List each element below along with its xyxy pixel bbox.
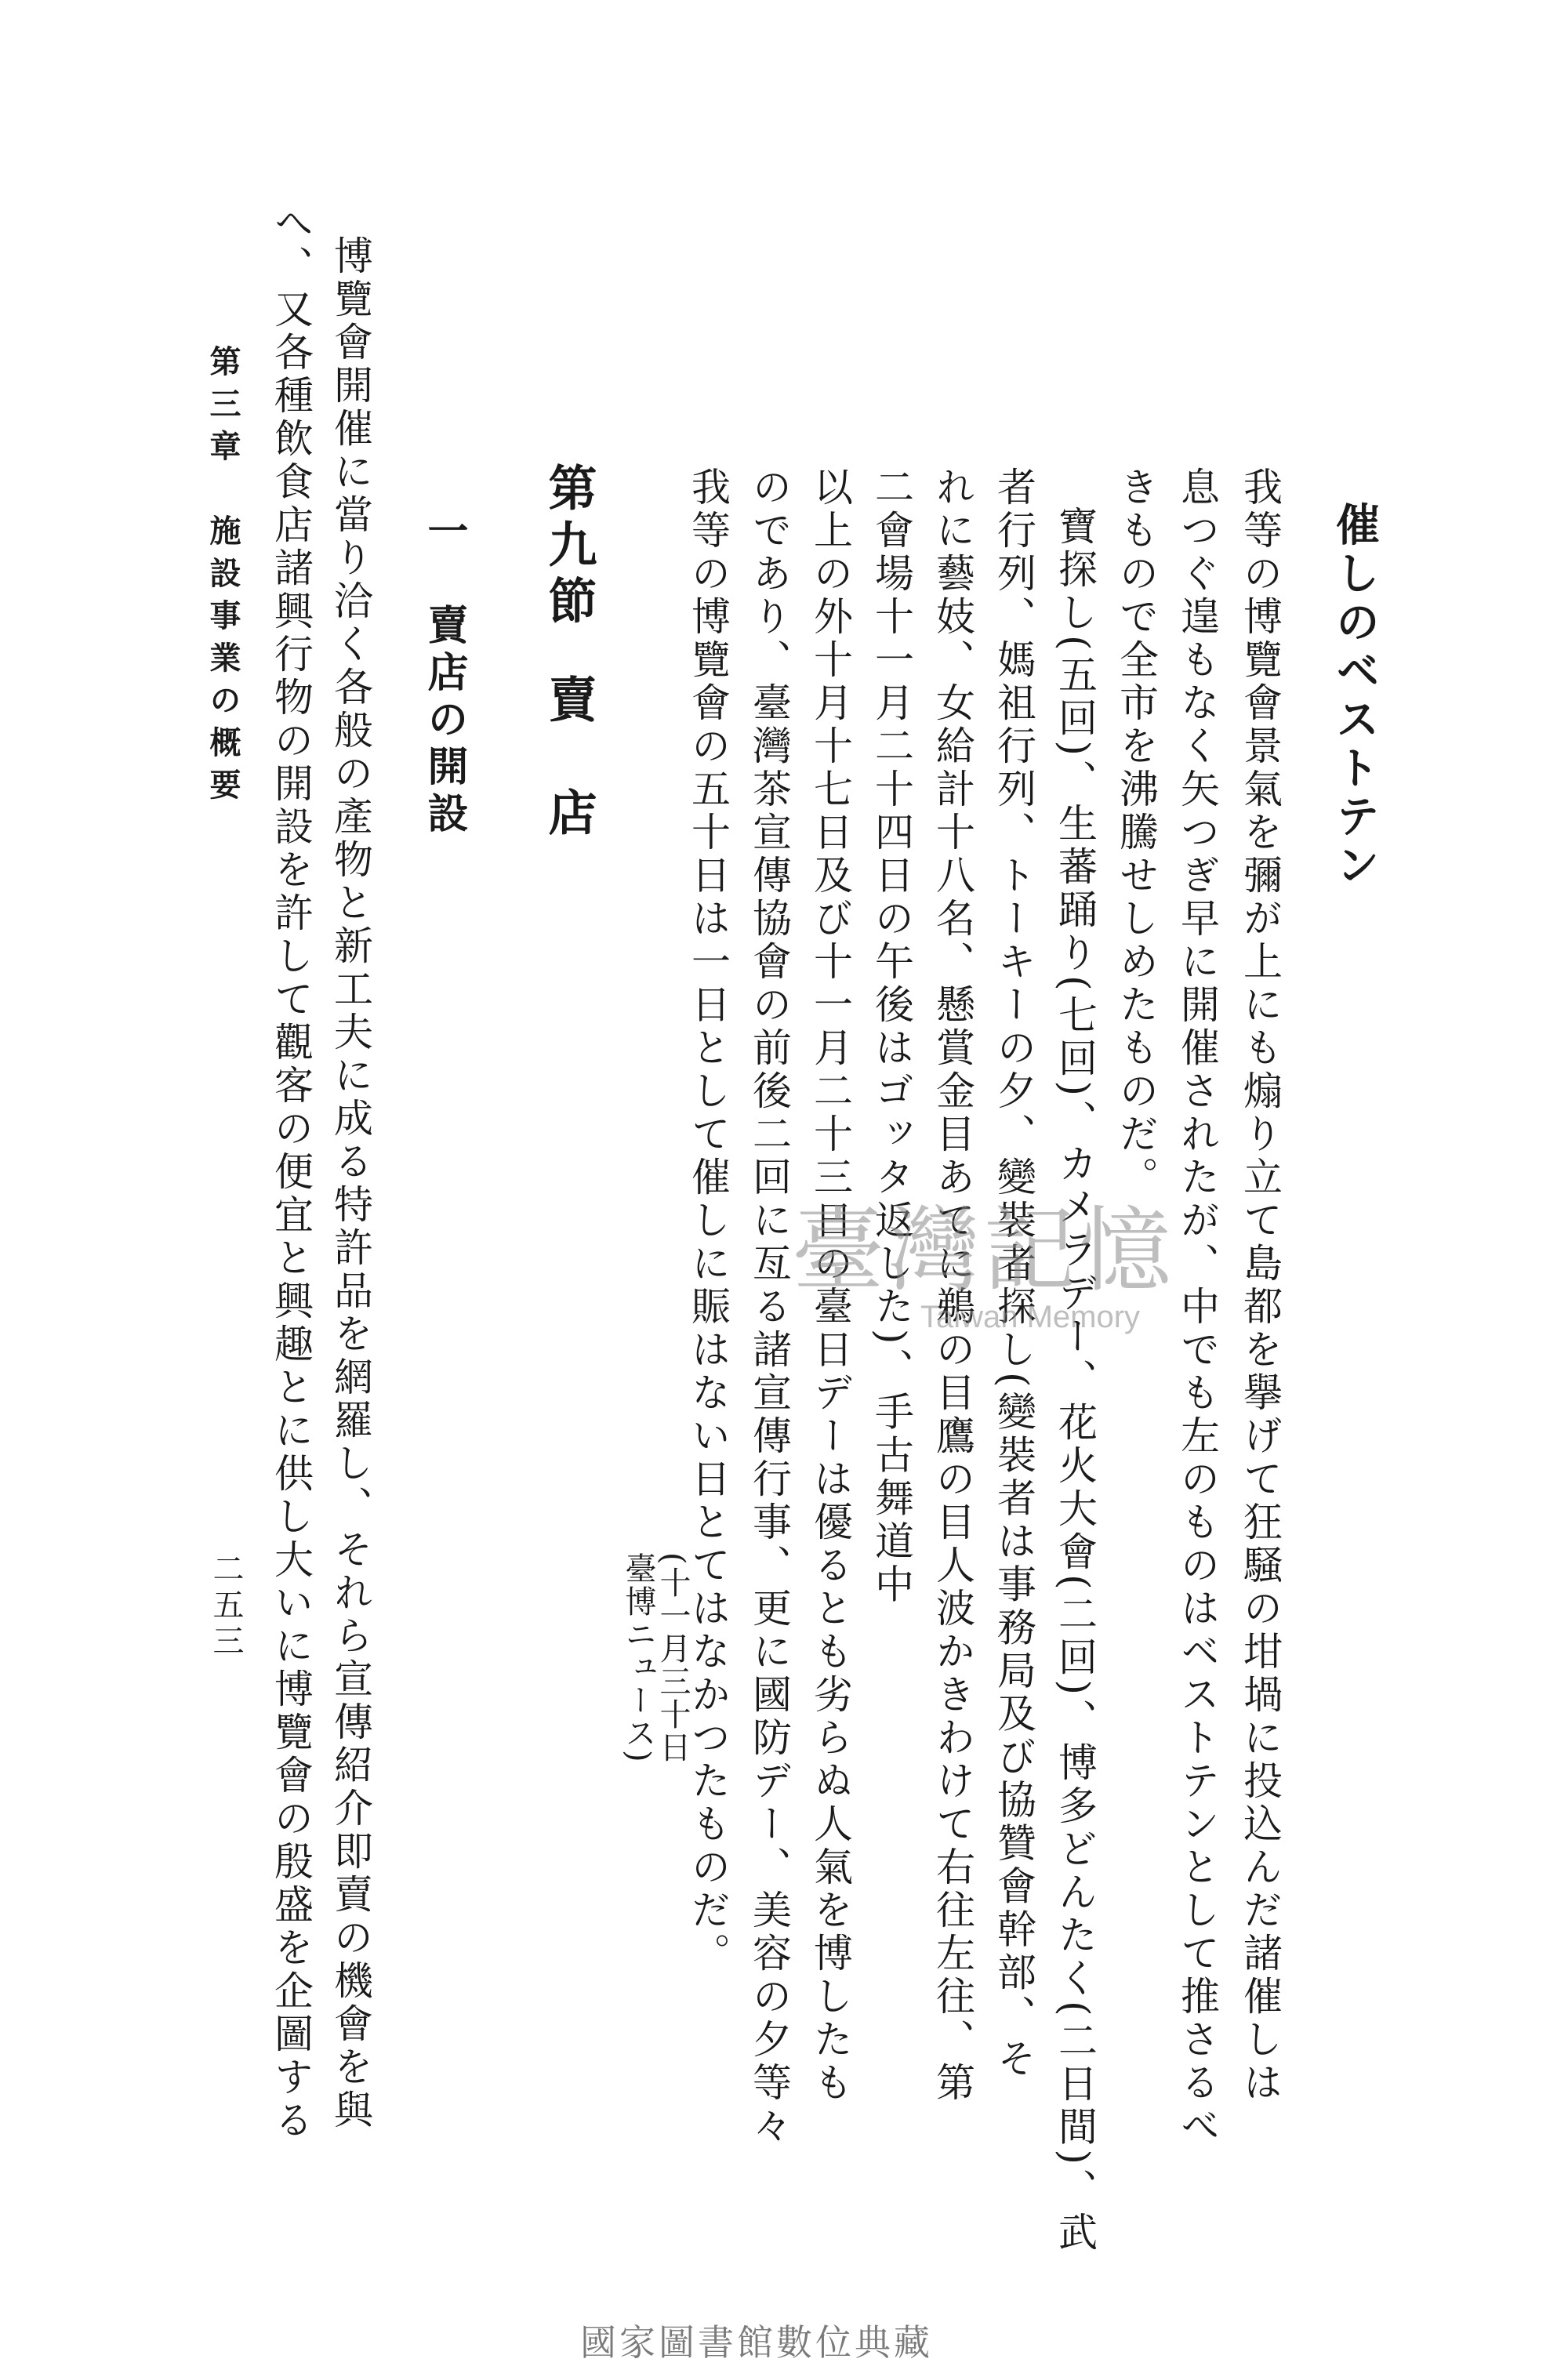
text-column: 者行列、媽祖行列、トーキーの夕、變裝者探し(變裝者は事務局及び協贊會幹部、そ xyxy=(991,466,1036,2081)
citation-line: 臺博ニュース) xyxy=(620,1552,656,1764)
taiwan-memory-watermark xyxy=(792,1176,1174,1335)
section-title-name: 賣 店 xyxy=(540,674,597,844)
text-column: 博覽會開催に當り洽く各般の產物と新工夫に成る特許品を網羅し、それら宣傳紹介即賣の機會を與 xyxy=(328,235,373,2132)
text-column: れに藝妓、女給計十八名、懸賞金目あてに鵜の目鷹の目人波かきわけて右往左往、第 xyxy=(930,466,975,2105)
chapter-footer: 第三章 施設事業の概要 xyxy=(205,345,241,811)
text-column: 息つぐ遑もなく矢つぎ早に開催されたが、中でも左のものはベストテンとして推さるべ xyxy=(1174,466,1220,2148)
citation-line: (十一月三十日 xyxy=(655,1552,691,1764)
text-column: のであり、臺灣茶宣傳協會の前後二回に亙る諸宣傳行事、更に國防デー、美容の夕等々 xyxy=(746,466,792,2148)
subsection-title: 一 賣店の開設 xyxy=(420,510,468,839)
heading-best-ten: 催しのベストテン xyxy=(1329,502,1381,891)
text-column: 我等の博覽會の五十日は一日として催しに賑はない日とてはなかつたものだ。 xyxy=(685,466,731,1976)
library-stamp: 國家圖書館數位典藏 xyxy=(580,2321,933,2364)
text-column: 以上の外十月十七日及び十一月二十三日の臺日デーは優るとも劣らぬ人氣を博したも xyxy=(808,466,853,2105)
text-column: きもので全市を沸騰せしめたものだ。 xyxy=(1113,466,1159,1199)
section-title-number: 第九節 xyxy=(540,463,597,632)
watermark-english: Taiwan Memory xyxy=(920,1300,1141,1334)
text-column: 二會場十一月二十四日の午後はゴッタ返した)、手古舞道中 xyxy=(869,466,914,1607)
text-column: 我等の博覽會景氣を彌が上にも煽り立て島都を擧げて狂騒の坩堝に投込んだ諸催しは xyxy=(1237,466,1283,2105)
watermark-chinese: 臺灣記憶 xyxy=(792,1196,1175,1305)
text-column: 寶探し(五回)、生蕃踊り(七回)、カメラデー、花火大會(二回)、博多どんたく(二日間)、武 xyxy=(1052,506,1098,2255)
page-number: 二五三 xyxy=(208,1552,244,1660)
text-column: へ、又各種飲食店諸興行物の開設を許して觀客の便宜と興趣とに供し大いに博覽會の殷盛を企圖する xyxy=(268,202,314,2143)
